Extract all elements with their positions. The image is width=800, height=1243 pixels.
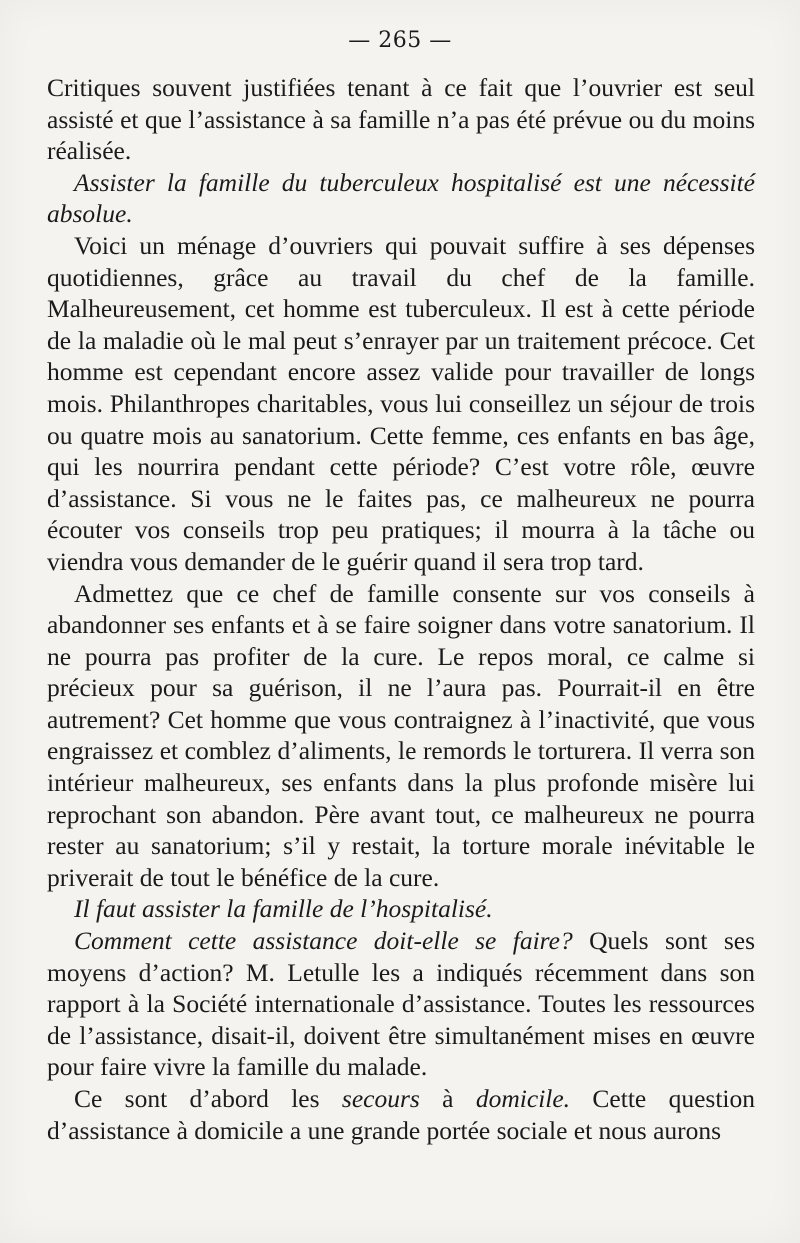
paragraph-1: Critiques souvent justifiées tenant à ce fait que l’ouvrier est seul assisté et que l’assistance à sa famille n’a pas été prévue ou du moins réalisée. <box>47 73 755 166</box>
paragraph-3: Voici un ménage d’ouvriers qui pouvait suffire à ses dépenses quotidiennes, grâce au travail du chef de la famille. Malheureusement, cet homme est tuberculeux. Il est à cette période de la maladie où le mal peut s’enrayer par un traitement précoce. Cet homme est cependant encore assez valide pour travailler de longs mois. Philanthropes charitables, vous lui conseillez un séjour de trois ou quatre mois au sanatorium. Cette femme, ces enfants en bas âge, qui les nourrira pendant cette période? C’est votre rôle, œuvre d’assistance. Si vous ne le faites pas, ce malheureux ne pourra écouter vos conseils trop peu pratiques; il mourra à la tâche ou viendra vous demander de le guérir quand il sera trop tard. <box>47 230 755 576</box>
paragraph-7 <box>47 1083 755 1146</box>
paragraph-7-part2: à <box>419 1084 476 1113</box>
paragraph-7-part1: Ce sont d’abord les <box>74 1084 342 1113</box>
paragraph-7-italic-domicile: domicile. <box>475 1084 571 1113</box>
page-body <box>47 72 755 1146</box>
paragraph-6-italic-question: Comment cette assistance doit-elle se faire? <box>74 926 573 956</box>
paragraph-5-italic: Il faut assister la famille de l’hospitalisé. <box>74 894 493 924</box>
paragraph-6-rest: Quels sont ses moyens d’action? M. Letulle les a indiqués récemment dans son rapport à la Société internationale d’assistance. Toutes les ressources de l’assistance, disait-il, doivent être simultanément mises en œuvre pour faire vivre la famille du malade. <box>47 926 755 1082</box>
paragraph-4: Admettez que ce chef de famille consente sur vos conseils à abandonner ses enfants et à se faire soigner dans votre sanatorium. Il ne pourra pas profiter de la cure. Le repos moral, ce calme si précieux pour sa guérison, il ne l’aura pas. Pourrait-il en être autrement? Cet homme que vous contraignez à l’inactivité, que vous engraissez et comblez d’aliments, le remords le torturera. Il verra son intérieur malheureux, ses enfants dans la plus profonde misère lui reprochant son abandon. Père avant tout, ce malheureux ne pourra rester au sanatorium; s’il y restait, la torture morale inévitable le priverait de tout le bénéfice de la cure. <box>47 578 755 892</box>
paragraph-2-italic: Assister la famille du tuberculeux hospitalisé est une nécessité absolue. <box>47 167 755 229</box>
paragraph-6 <box>47 925 755 1083</box>
paragraph-7-italic-secours: secours <box>341 1084 420 1113</box>
page-number: — 265 — <box>348 28 452 53</box>
paragraph-7-part3: Cette question d’assistance à domicile a une grande portée sociale et nous aurons <box>47 1084 756 1145</box>
